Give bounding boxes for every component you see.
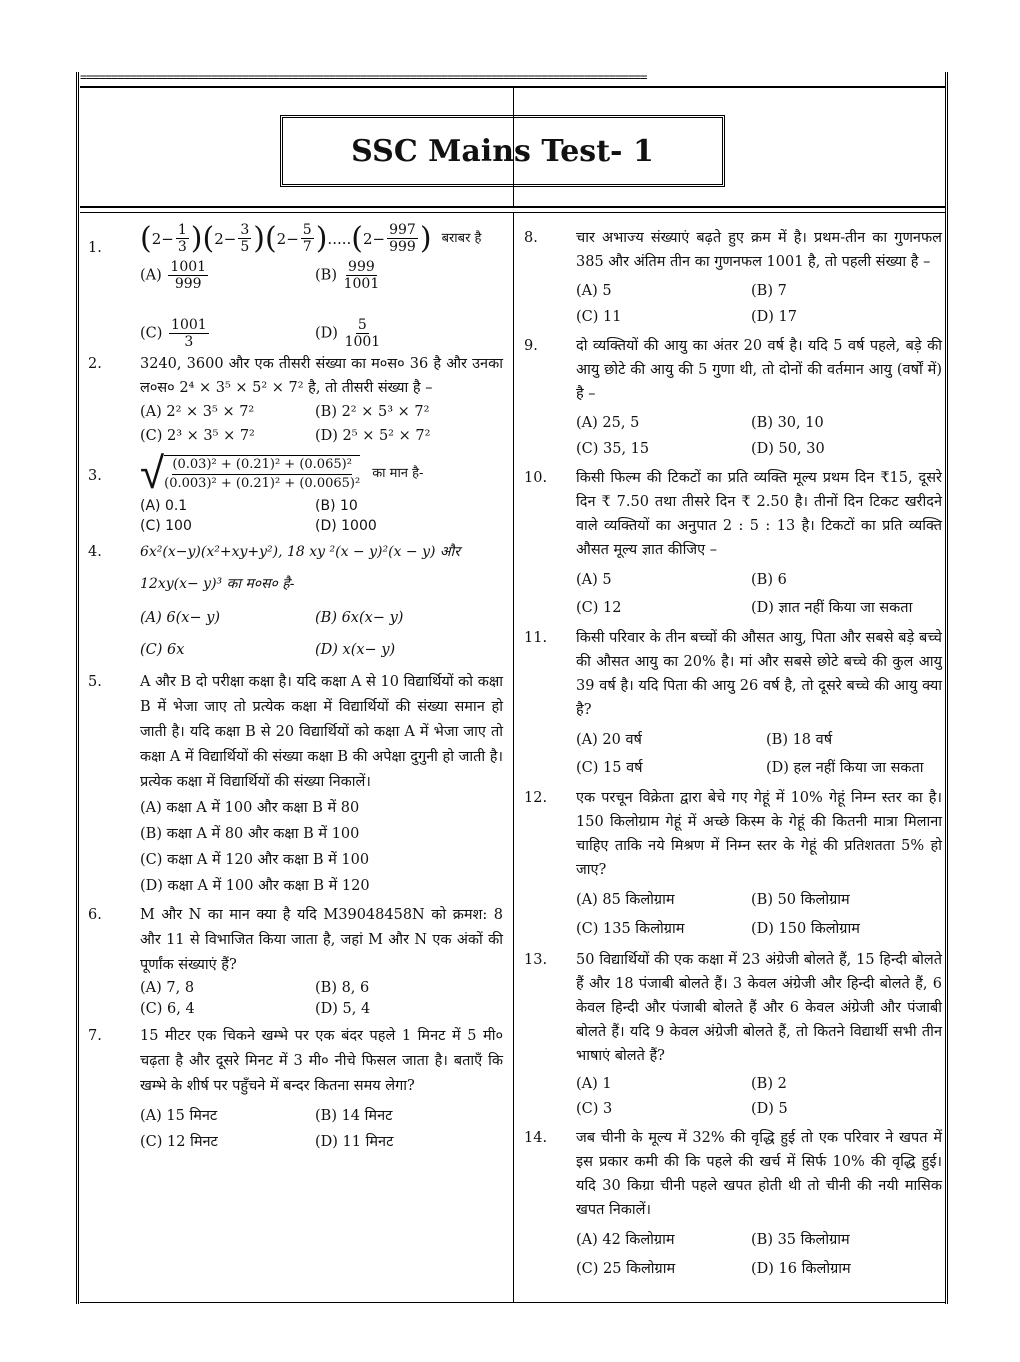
top-double-rule: =========================================================================================== bbox=[80, 70, 647, 84]
question-number: 9. bbox=[524, 338, 538, 354]
question-13 bbox=[524, 948, 942, 1122]
option-d[interactable]: (D) 2⁵ × 5² × 7² bbox=[315, 428, 431, 444]
question-text: 3240, 3600 और एक तीसरी संख्या का म०स० 36 है और उनका ल०स० 2⁴ × 3⁵ × 5² × 7² है, तो तीसरी संख्या है – bbox=[140, 356, 503, 396]
option-a[interactable]: (A) कक्षा A में 100 और कक्षा B में 80 bbox=[140, 800, 360, 816]
question-number: 14. bbox=[524, 1130, 548, 1146]
option-c[interactable]: (C) 6, 4 bbox=[140, 1001, 195, 1017]
question-9 bbox=[524, 334, 942, 462]
option-c[interactable]: (C) 6x bbox=[140, 642, 185, 658]
option-d[interactable]: (D) 50, 30 bbox=[751, 441, 825, 457]
option-a[interactable]: (A) 2² × 3⁵ × 7² bbox=[140, 404, 255, 420]
option-b[interactable]: (B) 10 bbox=[315, 498, 358, 514]
question-number: 12. bbox=[524, 790, 548, 806]
option-c[interactable]: (C) 3 bbox=[576, 1101, 613, 1117]
option-a[interactable]: (A) 6(x− y) bbox=[140, 610, 221, 626]
option-d[interactable]: (D) कक्षा A में 100 और कक्षा B में 120 bbox=[140, 878, 370, 894]
option-c[interactable]: (C) 35, 15 bbox=[576, 441, 650, 457]
option-c[interactable]: (C) 12 bbox=[576, 600, 622, 616]
option-a[interactable]: (A) 25, 5 bbox=[576, 415, 640, 431]
question-text: चार अभाज्य संख्याएं बढ़ते हुए क्रम में है। प्रथम-तीन का गुणनफल 385 और अंतिम तीन का गुणनफल 1001 है, तो पहली संख्या है – bbox=[576, 230, 942, 270]
question-text: दो व्यक्तियों की आयु का अंतर 20 वर्ष है। यदि 5 वर्ष पहले, बड़े की आयु छोटे की आयु की 5 गुणा थी, तो दोनों की वर्तमान आयु (वर्षों में) है – bbox=[576, 338, 942, 402]
option-d[interactable]: (D) 1000 bbox=[315, 518, 377, 534]
question-14 bbox=[524, 1126, 942, 1284]
question-4 bbox=[88, 540, 503, 666]
option-d[interactable]: (D) x(x− y) bbox=[315, 642, 396, 658]
option-c[interactable]: (C) 100 bbox=[140, 518, 192, 534]
option-b[interactable]: (B) 8, 6 bbox=[315, 980, 370, 996]
option-d[interactable]: (D) हल नहीं किया जा सकता bbox=[766, 760, 924, 776]
question-number: 6. bbox=[88, 907, 102, 923]
header-bottom-rule bbox=[80, 206, 946, 208]
option-c[interactable]: (C) 2³ × 3⁵ × 7² bbox=[140, 428, 255, 444]
option-a[interactable]: (A) 0.1 bbox=[140, 498, 188, 514]
option-b[interactable]: (B) 18 वर्ष bbox=[766, 732, 833, 748]
question-number: 10. bbox=[524, 470, 548, 486]
option-d[interactable]: (D) 5, 4 bbox=[315, 1001, 371, 1017]
question-number: 8. bbox=[524, 230, 538, 246]
option-a[interactable]: (A) 1 bbox=[576, 1076, 612, 1092]
question-10 bbox=[524, 466, 942, 622]
option-a[interactable]: (A) 5 bbox=[576, 283, 612, 299]
option-c[interactable]: (C) $\frac{1001}{3}$ bbox=[140, 317, 207, 350]
option-a[interactable]: (A) 42 किलोग्राम bbox=[576, 1232, 675, 1248]
left-column bbox=[88, 222, 503, 1159]
question-text: किसी परिवार के तीन बच्चों की औसत आयु, पिता और सबसे बड़े बच्चे की औसत आयु का 20% है। मां और सबसे छोटे बच्चे की कुल आयु 39 वर्ष है। यदि पिता की आयु 26 वर्ष है, तो दूसरे बच्चे की आयु क्या है? bbox=[576, 630, 942, 718]
question-6 bbox=[88, 903, 503, 1020]
option-d[interactable]: (D) 11 मिनट bbox=[315, 1134, 394, 1150]
question-text: 15 मीटर एक चिकने खम्भे पर एक बंदर पहले 1 मिनट में 5 मी० चढ़ता है और दूसरे मिनट में 3 मी० नीचे फिसल जाता है। बताएँ कि खम्भे के शीर्ष पर पहुँचने में बन्दर कितना समय लेगा? bbox=[140, 1028, 503, 1094]
question-text: एक परचून विक्रेता द्वारा बेचे गए गेहूं में 10% गेहूं निम्न स्तर का है। 150 किलोग्राम गेहूं में अच्छे किस्म के गेहूं की कितनी मात्रा मिलाना चाहिए ताकि नये मिश्रण में निम्न स्तर के गेहूं की प्रतिशतता 5% हो जाए? bbox=[576, 790, 942, 878]
option-d[interactable]: (D) 17 bbox=[751, 309, 797, 325]
option-c[interactable]: (C) 11 bbox=[576, 309, 622, 325]
question-number: 11. bbox=[524, 630, 548, 646]
option-d[interactable]: (D) 16 किलोग्राम bbox=[751, 1261, 851, 1277]
question-expression: ( 2− $\frac{1}{3}$ )( 2− $\frac{3}{5}$ )( 2− $\frac{5}{7}$ ) ..... ( 2− $\frac{997}{999}$ ) बराबर है bbox=[140, 220, 482, 256]
option-c[interactable]: (C) 12 मिनट bbox=[140, 1134, 218, 1150]
option-b[interactable]: (B) 30, 10 bbox=[751, 415, 824, 431]
question-line-2: 12xy(x− y)³ का म०स० है- bbox=[140, 576, 295, 592]
question-line-1: 6x²(x−y)(x²+xy+y²), 18 xy ²(x − y)²(x − y) और bbox=[140, 544, 460, 560]
question-3 bbox=[88, 448, 503, 536]
question-number: 5. bbox=[88, 674, 102, 690]
option-a[interactable]: (A) 85 किलोग्राम bbox=[576, 892, 675, 908]
question-text: किसी फिल्म की टिकटों का प्रति व्यक्ति मूल्य प्रथम दिन ₹15, दूसरे दिन ₹ 7.50 तथा तीसरे दिन ₹ 2.50 है। तीनों दिन टिकट खरीदने वाले व्यक्तियों का अनुपात 2 : 5 : 13 है। टिकटों का प्रति व्यक्ति औसत मूल्य ज्ञात कीजिए – bbox=[576, 470, 942, 558]
option-b[interactable]: (B) 50 किलोग्राम bbox=[751, 892, 850, 908]
option-b[interactable]: (B) 2² × 5³ × 7² bbox=[315, 404, 430, 420]
right-column bbox=[524, 226, 942, 1288]
option-a[interactable]: (A) 7, 8 bbox=[140, 980, 195, 996]
question-number: 2. bbox=[88, 356, 102, 372]
question-text: 50 विद्यार्थियों की एक कक्षा में 23 अंग्रेजी बोलते हैं, 15 हिन्दी बोलते हैं और 18 पंजाबी बोलते हैं। 3 केवल अंग्रेजी और हिन्दी बोलते हैं, 6 केवल हिन्दी और पंजाबी बोलते हैं और 6 केवल अंग्रेजी और पंजाबी बोलते हैं। यदि 9 केवल अंग्रेजी बोलते हैं, तो कितने विद्यार्थी सभी तीन भाषाएं बोलते हैं? bbox=[576, 952, 942, 1064]
title-box bbox=[280, 115, 725, 187]
option-b[interactable]: (B) 35 किलोग्राम bbox=[751, 1232, 850, 1248]
question-number: 4. bbox=[88, 544, 102, 560]
question-number: 1. bbox=[88, 240, 102, 256]
option-d[interactable]: (D) 5 bbox=[751, 1101, 788, 1117]
option-b[interactable]: (B) $\frac{999}{1001}$ bbox=[315, 259, 380, 292]
option-b[interactable]: (B) कक्षा A में 80 और कक्षा B में 100 bbox=[140, 826, 360, 842]
question-word: बराबर है bbox=[441, 230, 482, 246]
option-c[interactable]: (C) 135 किलोग्राम bbox=[576, 921, 685, 937]
bottom-rule bbox=[80, 1302, 946, 1303]
option-a[interactable]: (A) 15 मिनट bbox=[140, 1108, 218, 1124]
option-c[interactable]: (C) 25 किलोग्राम bbox=[576, 1261, 676, 1277]
question-12 bbox=[524, 786, 942, 944]
question-11 bbox=[524, 626, 942, 782]
question-number: 7. bbox=[88, 1028, 102, 1044]
question-2 bbox=[88, 352, 503, 448]
question-expression: √ (0.03)² + (0.21)² + (0.065)² (0.003)² + (0.21)² + (0.0065)² का मान है- bbox=[140, 448, 424, 499]
option-d[interactable]: (D) ज्ञात नहीं किया जा सकता bbox=[751, 600, 913, 616]
option-d[interactable]: (D) 150 किलोग्राम bbox=[751, 921, 860, 937]
question-text: A और B दो परीक्षा कक्षा है। यदि कक्षा A से 10 विद्यार्थियों को कक्षा B में भेजा जाए तो प्रत्येक कक्षा में विद्यार्थियों की संख्या समान हो जाती है। यदि कक्षा B से 20 विद्यार्थियों को कक्षा A में भेजा जाए तो कक्षा A में विद्यार्थियों की संख्या कक्षा B की अपेक्षा दुगुनी हो जाती है। प्रत्येक कक्षा में विद्यार्थियों की संख्या निकालें। bbox=[140, 674, 503, 790]
option-b[interactable]: (B) 2 bbox=[751, 1076, 787, 1092]
question-number: 13. bbox=[524, 952, 548, 968]
question-text: जब चीनी के मूल्य में 32% की वृद्धि हुई तो एक परिवार ने खपत में इस प्रकार कमी की कि पहले की खर्च में सिर्फ 10% की वृद्धि हुई। यदि 30 किग्रा चीनी पहले खपत होती थी तो चीनी की नयी मासिक खपत निकालें। bbox=[576, 1130, 942, 1218]
question-5 bbox=[88, 670, 503, 899]
question-number: 3. bbox=[88, 468, 102, 484]
question-7 bbox=[88, 1024, 503, 1155]
option-a[interactable]: (A) $\frac{1001}{999}$ bbox=[140, 259, 207, 292]
option-b[interactable]: (B) 14 मिनट bbox=[315, 1108, 393, 1124]
question-text: M और N का मान क्या है यदि M39048458N को क्रमश: 8 और 11 से विभाजित किया जाता है, जहां M और N एक अंकों की पूर्णांक संख्याएं हैं? bbox=[140, 907, 503, 973]
column-divider bbox=[513, 213, 514, 1303]
question-1 bbox=[88, 222, 503, 350]
option-a[interactable]: (A) 5 bbox=[576, 572, 612, 588]
option-c[interactable]: (C) 15 वर्ष bbox=[576, 760, 643, 776]
page-title: SSC Mains Test- 1 bbox=[351, 133, 654, 169]
question-8 bbox=[524, 226, 942, 330]
option-a[interactable]: (A) 20 वर्ष bbox=[576, 732, 642, 748]
option-b[interactable]: (B) 6 bbox=[751, 572, 787, 588]
option-d[interactable]: (D) $\frac{5}{1001}$ bbox=[315, 317, 381, 350]
option-b[interactable]: (B) 6x(x− y) bbox=[315, 610, 404, 626]
option-c[interactable]: (C) कक्षा A में 120 और कक्षा B में 100 bbox=[140, 852, 370, 868]
option-b[interactable]: (B) 7 bbox=[751, 283, 787, 299]
